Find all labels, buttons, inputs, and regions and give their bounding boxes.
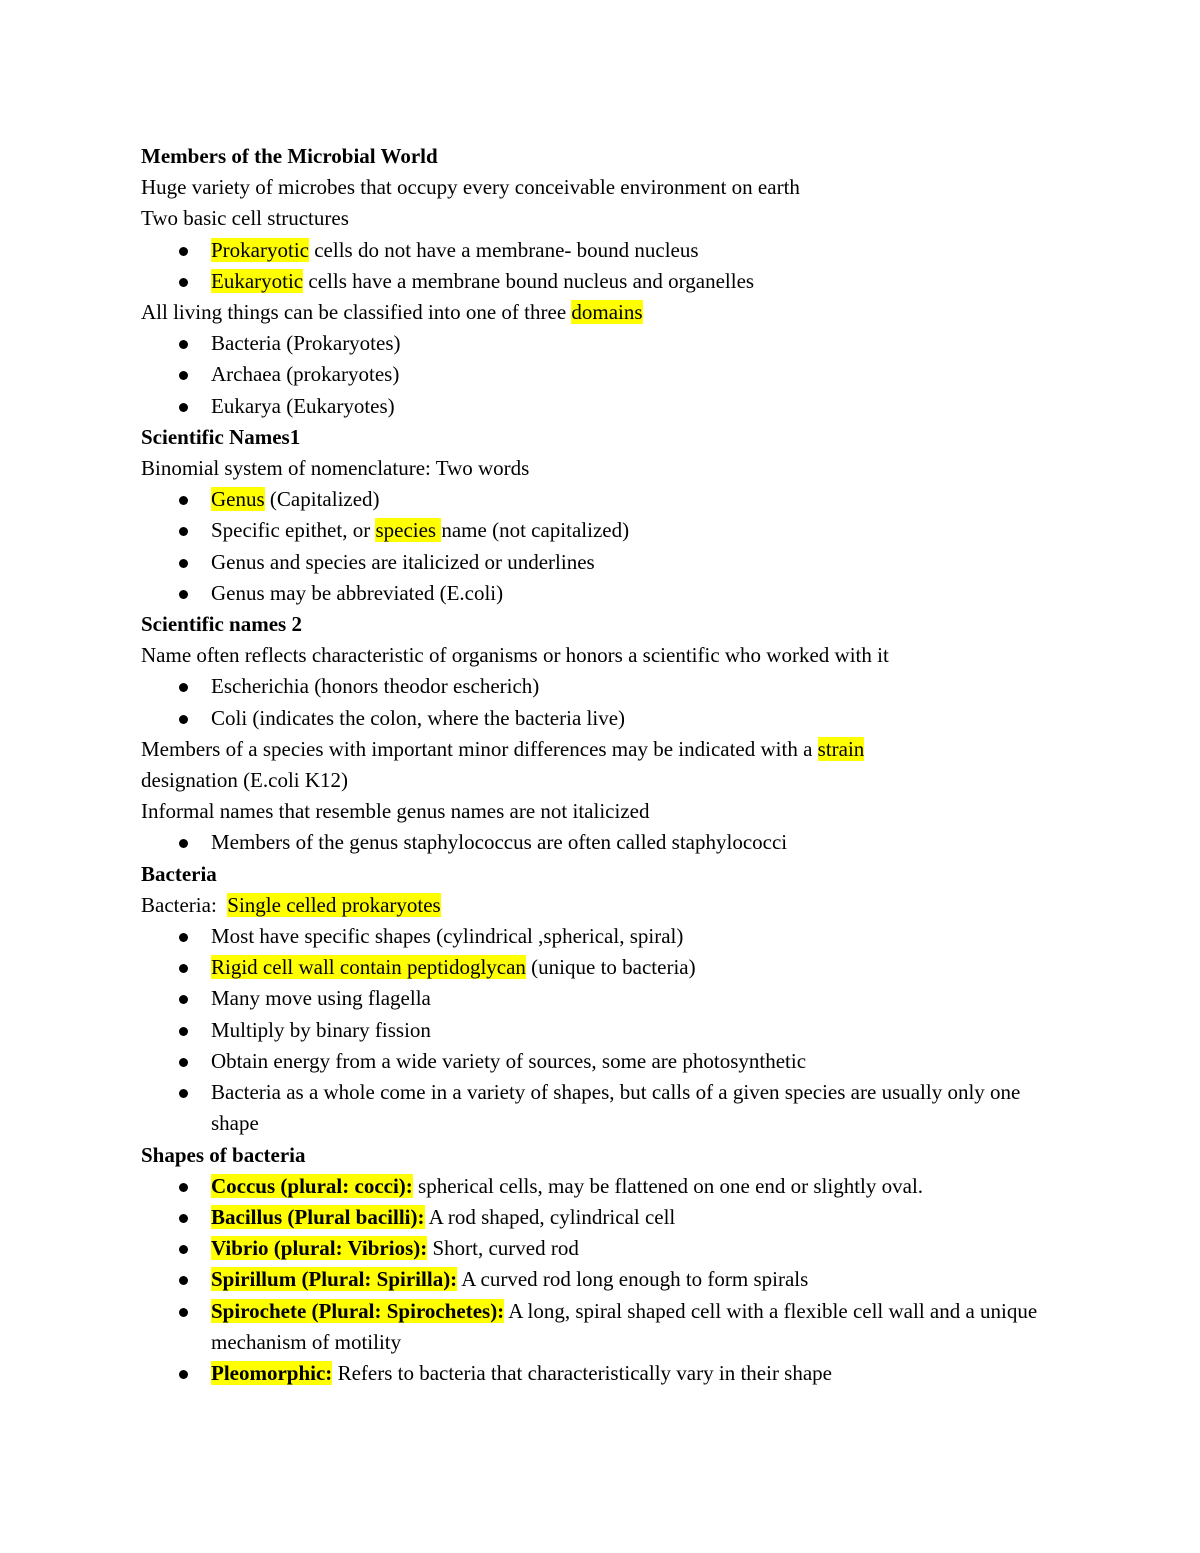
heading-shapes-of-bacteria: Shapes of bacteria bbox=[141, 1142, 306, 1167]
list-item bbox=[141, 235, 1071, 266]
name-examples-list bbox=[141, 671, 1071, 733]
paragraph bbox=[141, 297, 1071, 328]
list-item bbox=[141, 952, 1071, 983]
list-item: Bacteria (Prokaryotes) bbox=[141, 328, 1071, 359]
shape-description: Refers to bacteria that characteristically vary in their shape bbox=[332, 1360, 832, 1385]
paragraph: Huge variety of microbes that occupy every conceivable environment on earth bbox=[141, 175, 800, 200]
paragraph bbox=[141, 890, 1071, 921]
bacteria-traits-list bbox=[141, 921, 1071, 1139]
list-item bbox=[141, 1358, 1071, 1389]
list-item bbox=[141, 515, 1071, 546]
list-item: Genus and species are italicized or underlines bbox=[141, 547, 1071, 578]
shape-term: Bacillus (Plural bacilli): bbox=[211, 1204, 425, 1229]
shape-term: Vibrio (plural: Vibrios): bbox=[211, 1236, 428, 1261]
document-body bbox=[141, 141, 1071, 1389]
list-item: Members of the genus staphylococcus are often called staphylococci bbox=[141, 827, 1071, 858]
list-item: Obtain energy from a wide variety of sources, some are photosynthetic bbox=[141, 1046, 1071, 1077]
paragraph bbox=[141, 734, 1071, 765]
highlighted-term: strain bbox=[817, 736, 865, 761]
shape-term: Coccus (plural: cocci): bbox=[211, 1173, 413, 1198]
list-item bbox=[141, 266, 1071, 297]
list-item-text: name (not capitalized) bbox=[441, 518, 630, 543]
list-item: Many move using flagella bbox=[141, 983, 1071, 1014]
list-item-text: (unique to bacteria) bbox=[525, 955, 696, 980]
shape-description: A rod shaped, cylindrical cell bbox=[424, 1204, 676, 1229]
list-item bbox=[141, 1233, 1071, 1264]
bacteria-shapes-list bbox=[141, 1171, 1071, 1389]
shape-term: Spirillum (Plural: Spirilla): bbox=[211, 1267, 458, 1292]
list-item-text: Specific epithet, or bbox=[211, 518, 376, 543]
highlighted-term: domains bbox=[571, 300, 643, 325]
list-item-text: (Capitalized) bbox=[264, 487, 380, 512]
cell-structure-list bbox=[141, 235, 1071, 297]
list-item bbox=[141, 1171, 1071, 1202]
highlighted-term: Rigid cell wall contain peptidoglycan bbox=[211, 955, 526, 980]
shape-description: A long, spiral shaped cell with a flexible cell wall and a unique mechanism of motility bbox=[211, 1298, 1038, 1354]
shape-description: A curved rod long enough to form spirals bbox=[457, 1267, 809, 1292]
shape-description: spherical cells, may be flattened on one end or slightly oval. bbox=[412, 1173, 924, 1198]
highlighted-term: Eukaryotic bbox=[211, 268, 304, 293]
paragraph: Name often reflects characteristic of organisms or honors a scientific who worked with it bbox=[141, 643, 889, 668]
heading-scientific-names-2: Scientific names 2 bbox=[141, 612, 302, 637]
paragraph: designation (E.coli K12) bbox=[141, 768, 349, 793]
list-item bbox=[141, 1264, 1071, 1295]
domains-list bbox=[141, 328, 1071, 422]
paragraph: Binomial system of nomenclature: Two words bbox=[141, 456, 530, 481]
paragraph-text: Bacteria: bbox=[141, 892, 228, 917]
heading-scientific-names-1: Scientific Names1 bbox=[141, 424, 301, 449]
list-item: Archaea (prokaryotes) bbox=[141, 359, 1071, 390]
paragraph-text: Members of a species with important minor differences may be indicated with a bbox=[141, 736, 818, 761]
list-item: Most have specific shapes (cylindrical ,spherical, spiral) bbox=[141, 921, 1071, 952]
list-item bbox=[141, 484, 1071, 515]
list-item: Coli (indicates the colon, where the bacteria live) bbox=[141, 703, 1071, 734]
list-item-text: cells do not have a membrane- bound nucleus bbox=[308, 237, 699, 262]
list-item: Bacteria as a whole come in a variety of shapes, but calls of a given species are usually only one shape bbox=[141, 1077, 1071, 1139]
informal-names-list bbox=[141, 827, 1071, 858]
paragraph-text: All living things can be classified into one of three bbox=[141, 300, 572, 325]
highlighted-term: Single celled prokaryotes bbox=[227, 892, 441, 917]
list-item: Genus may be abbreviated (E.coli) bbox=[141, 578, 1071, 609]
nomenclature-list bbox=[141, 484, 1071, 609]
shape-term: Pleomorphic: bbox=[211, 1360, 333, 1385]
shape-term: Spirochete (Plural: Spirochetes): bbox=[211, 1298, 505, 1323]
highlighted-term: Genus bbox=[211, 487, 265, 512]
list-item bbox=[141, 1202, 1071, 1233]
list-item: Escherichia (honors theodor escherich) bbox=[141, 671, 1071, 702]
list-item bbox=[141, 1296, 1071, 1358]
paragraph: Informal names that resemble genus names are not italicized bbox=[141, 799, 650, 824]
list-item-text: cells have a membrane bound nucleus and organelles bbox=[303, 268, 755, 293]
shape-description: Short, curved rod bbox=[427, 1236, 579, 1261]
list-item: Eukarya (Eukaryotes) bbox=[141, 391, 1071, 422]
highlighted-term: Prokaryotic bbox=[211, 237, 309, 262]
highlighted-term: species bbox=[375, 518, 442, 543]
list-item: Multiply by binary fission bbox=[141, 1015, 1071, 1046]
paragraph: Two basic cell structures bbox=[141, 206, 349, 231]
heading-microbial-world: Members of the Microbial World bbox=[141, 144, 438, 168]
heading-bacteria: Bacteria bbox=[141, 861, 217, 886]
